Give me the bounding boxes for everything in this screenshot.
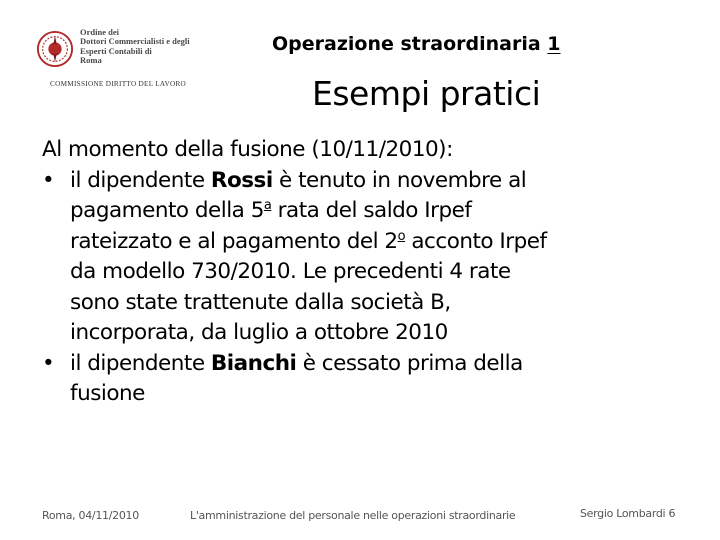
text-line bbox=[70, 196, 702, 227]
text-line: incorporata, da luglio a ottobre 2010 bbox=[70, 320, 448, 345]
text: è tenuto in novembre al bbox=[272, 167, 527, 193]
footer-date: Roma, 04/11/2010 bbox=[42, 509, 139, 522]
org-line: Dottori Commercialisti e degli bbox=[80, 36, 190, 47]
commission-name: COMMISSIONE DIRITTO DEL LAVORO bbox=[50, 80, 187, 88]
bullet-list bbox=[42, 166, 702, 410]
text: il dipendente bbox=[70, 350, 211, 376]
text-line: da modello 730/2010. Le precedenti 4 rate bbox=[70, 259, 511, 284]
text-line bbox=[70, 227, 702, 258]
ordinal-mark: o bbox=[397, 228, 406, 244]
org-line: Ordine dei bbox=[80, 27, 119, 37]
employee-name: Bianchi bbox=[210, 350, 297, 376]
slide-heading bbox=[272, 33, 632, 55]
heading-number: 1 bbox=[547, 33, 561, 55]
intro-text: Al momento della fusione (10/11/2010): bbox=[42, 137, 453, 162]
org-line: Roma bbox=[80, 55, 102, 66]
footer-topic: L'amministrazione del personale nelle operazioni straordinarie bbox=[190, 509, 516, 522]
text-line bbox=[70, 166, 702, 197]
author-name: Sergio Lombardi bbox=[580, 507, 666, 520]
page-number: 6 bbox=[668, 507, 676, 520]
org-name bbox=[80, 28, 190, 66]
list-item bbox=[42, 349, 702, 410]
text-line bbox=[70, 349, 702, 380]
ordinal-mark: a bbox=[263, 198, 272, 213]
list-item bbox=[42, 166, 702, 349]
employee-name: Rossi bbox=[210, 167, 273, 193]
footer-author bbox=[580, 507, 675, 520]
text: il dipendente bbox=[70, 167, 211, 193]
logo bbox=[34, 24, 230, 94]
text: rata del saldo Irpef bbox=[271, 198, 472, 223]
text: pagamento della 5 bbox=[70, 198, 264, 223]
slide-body bbox=[42, 135, 702, 410]
text: rateizzato e al pagamento del 2 bbox=[70, 228, 398, 254]
text: acconto Irpef bbox=[405, 228, 547, 254]
org-line: Esperti Contabili di bbox=[80, 45, 152, 56]
slide-title: Esempi pratici bbox=[312, 74, 541, 113]
bullet-icon: • bbox=[42, 167, 55, 193]
text-line: sono state trattenute dalla società B, bbox=[70, 289, 451, 315]
text-line: fusione bbox=[70, 381, 145, 406]
bullet-icon: • bbox=[42, 350, 55, 376]
heading-text: Operazione straordinaria bbox=[272, 33, 541, 55]
text: è cessato prima della bbox=[296, 350, 523, 376]
seal-icon bbox=[36, 30, 74, 68]
